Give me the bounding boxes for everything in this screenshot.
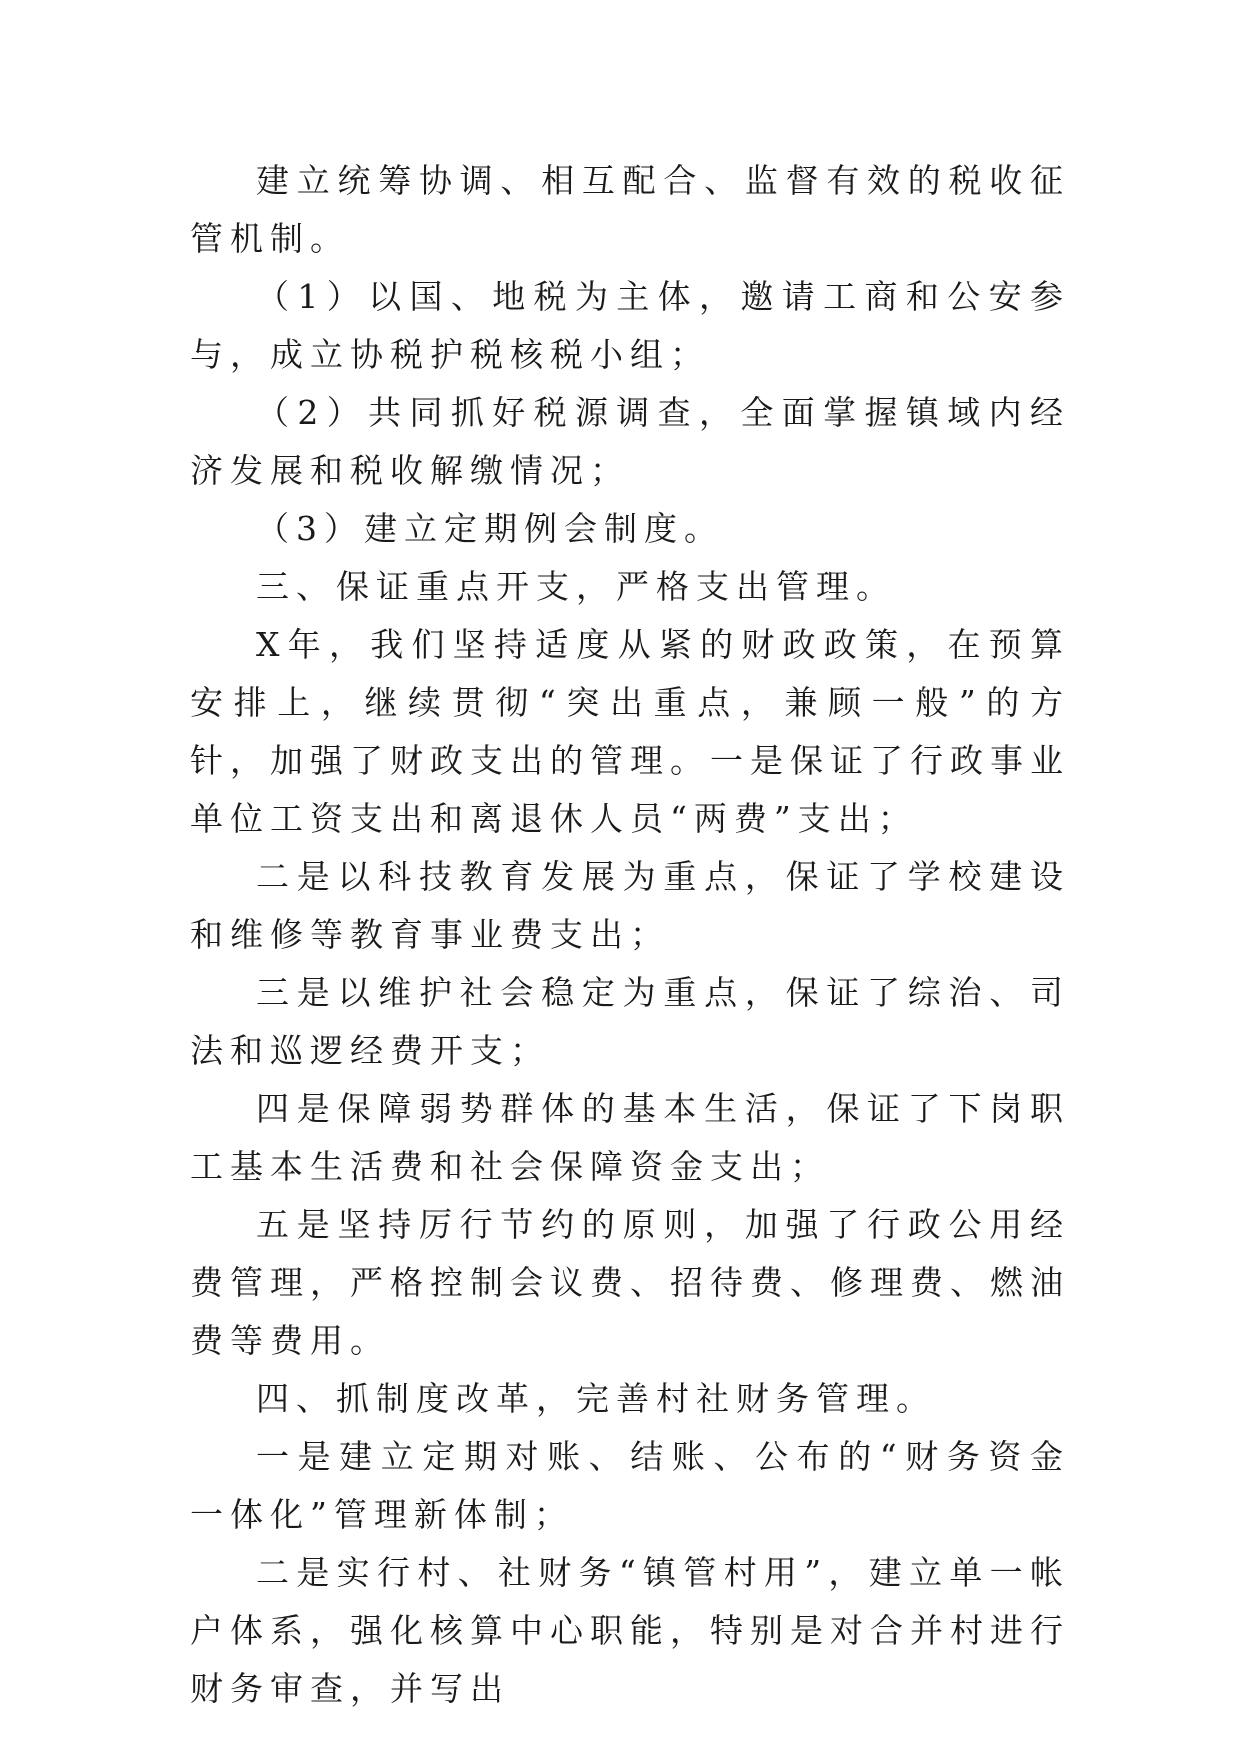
paragraph: （3）建立定期例会制度。: [256, 509, 724, 548]
section-heading: 四、抓制度改革，完善村社财务管理。: [256, 1379, 936, 1418]
document-body: [190, 152, 1070, 1718]
paragraph: （1）以国、地税为主体，邀请工商和公安参与，成立协税护税核税小组；: [190, 277, 1070, 374]
paragraph: 二是实行村、社财务“镇管村用”，建立单一帐户体系，强化核算中心职能，特别是对合并村进行财务审查，并写出: [190, 1553, 1070, 1708]
paragraph: 二是以科技教育发展为重点，保证了学校建设和维修等教育事业费支出；: [190, 857, 1070, 954]
paragraph: （2）共同抓好税源调查，全面掌握镇域内经济发展和税收解缴情况；: [190, 393, 1070, 490]
paragraph: 三是以维护社会稳定为重点，保证了综治、司法和巡逻经费开支；: [190, 973, 1070, 1070]
paragraph: 一是建立定期对账、结账、公布的“财务资金一体化”管理新体制；: [190, 1437, 1070, 1534]
section-heading: 三、保证重点开支，严格支出管理。: [256, 567, 896, 606]
paragraph: 四是保障弱势群体的基本生活，保证了下岗职工基本生活费和社会保障资金支出；: [190, 1089, 1070, 1186]
paragraph: X年，我们坚持适度从紧的财政政策，在预算安排上，继续贯彻“突出重点，兼顾一般”的方针，加强了财政支出的管理。一是保证了行政事业单位工资支出和离退休人员“两费”支出；: [190, 625, 1070, 838]
paragraph: 建立统筹协调、相互配合、监督有效的税收征管机制。: [190, 161, 1070, 258]
paragraph: 五是坚持厉行节约的原则，加强了行政公用经费管理，严格控制会议费、招待费、修理费、燃油费等费用。: [190, 1205, 1070, 1360]
